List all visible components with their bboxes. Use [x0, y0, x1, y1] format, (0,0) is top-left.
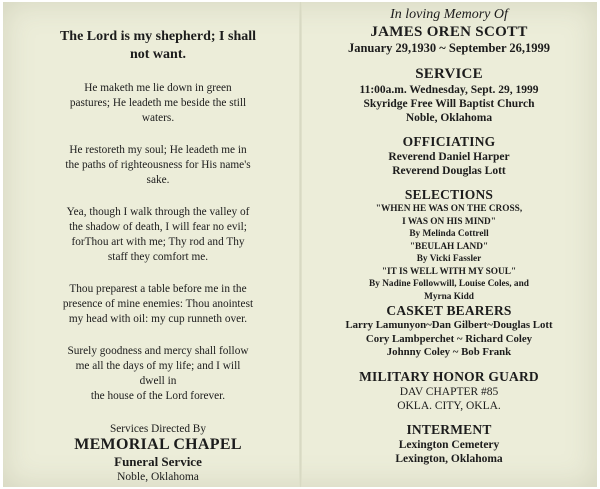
- song-title: I WAS ON HIS MIND": [402, 216, 496, 227]
- honor-guard-section: [304, 369, 594, 413]
- officiant: Reverend Douglas Lott: [392, 165, 506, 177]
- officiant: Reverend Daniel Harper: [388, 151, 510, 163]
- honor-guard-line: OKLA. CITY, OKLA.: [397, 399, 501, 412]
- psalm-verse-5: Surely goodness and mercy shall follow me all the days of my life; and I will dwell in the house of the Lord forever.: [67, 345, 249, 402]
- program-panel: [304, 6, 594, 466]
- honor-guard-line: DAV CHAPTER #85: [399, 385, 499, 398]
- card-fold-crease: [299, 2, 302, 487]
- psalm-panel: [30, 28, 286, 485]
- funeral-service-label: Funeral Service: [114, 454, 202, 469]
- chapel-name: MEMORIAL CHAPEL: [74, 436, 242, 453]
- service-heading: SERVICE: [415, 66, 483, 82]
- selections-section: [304, 187, 594, 303]
- psalm-verse-3: Yea, though I walk through the valley of the shadow of death, I will fear no evil; forThou art with me; Thy rod and Thy staff they comfort me.: [66, 206, 250, 263]
- cemetery-name: Lexington Cemetery: [398, 438, 500, 451]
- service-time: 11:00a.m. Wednesday, Sept. 29, 1999: [359, 84, 539, 96]
- selection-item: [304, 266, 594, 304]
- song-title: "IT IS WELL WITH MY SOUL": [381, 266, 517, 277]
- psalm-verse-2: He restoreth my soul; He leadeth me in the paths of righteousness for His name's sake.: [65, 144, 251, 186]
- song-title: "WHEN HE WAS ON THE CROSS,: [375, 204, 523, 214]
- cemetery-location: Lexington, Oklahoma: [395, 452, 503, 465]
- service-city: Noble, Oklahoma: [405, 112, 493, 124]
- service-church: Skyridge Free Will Baptist Church: [363, 98, 535, 110]
- song-performer: By Nadine Followwill, Louise Coles, and: [369, 279, 529, 289]
- casket-bearers-section: [304, 303, 594, 360]
- casket-bearers-heading: CASKET BEARERS: [386, 303, 512, 318]
- bearers-line: Cory Lambperchet ~ Richard Coley: [365, 332, 533, 345]
- memory-heading: In loving Memory Of: [390, 7, 508, 22]
- officiating-section: [304, 134, 594, 178]
- life-dates: January 29,1930 ~ September 26,1999: [347, 41, 551, 55]
- service-section: [304, 65, 594, 125]
- song-title: "BEULAH LAND": [409, 241, 489, 252]
- bearers-line: Johnny Coley ~ Bob Frank: [386, 346, 512, 358]
- song-performer: By Melinda Cottrell: [409, 229, 489, 239]
- song-performer: By Vicki Fassler: [416, 254, 482, 264]
- officiating-heading: OFFICIATING: [402, 134, 496, 149]
- chapel-location: Noble, Oklahoma: [117, 471, 199, 483]
- interment-section: [304, 422, 594, 466]
- selection-item: [304, 241, 594, 266]
- deceased-name: JAMES OREN SCOTT: [370, 24, 528, 40]
- selection-item: [304, 203, 594, 241]
- psalm-title: The Lord is my shepherd; I shall not want.: [59, 29, 257, 62]
- services-directed-label: Services Directed By: [110, 423, 206, 435]
- bearers-line: Larry Lamunyon~Dan Gilbert~Douglas Lott: [345, 319, 553, 331]
- honor-guard-heading: MILITARY HONOR GUARD: [359, 368, 539, 384]
- interment-heading: INTERMENT: [406, 421, 492, 437]
- selections-heading: SELECTIONS: [404, 187, 494, 202]
- psalm-verse-1: He maketh me lie down in green pastures; He leadeth me beside the still waters.: [69, 82, 247, 124]
- song-performer: Myrna Kidd: [424, 291, 474, 302]
- psalm-verse-4: Thou preparest a table before me in the presence of mine enemies: Thou anointest my head with oil: my cup runneth over.: [62, 283, 254, 325]
